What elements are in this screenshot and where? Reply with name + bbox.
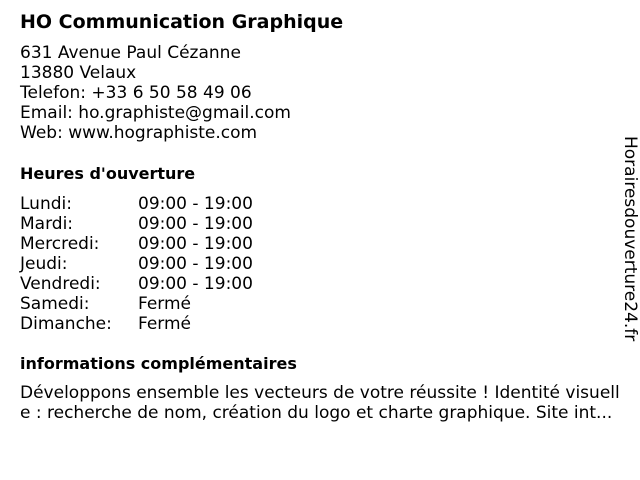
day-hours: 09:00 - 19:00 [138, 254, 253, 274]
day-hours: 09:00 - 19:00 [138, 234, 253, 254]
day-label: Mardi: [20, 214, 74, 234]
hours-row [20, 234, 253, 254]
address-city: 13880 Velaux [20, 63, 137, 83]
day-label: Dimanche: [20, 314, 112, 334]
day-label: Vendredi: [20, 274, 101, 294]
hours-row [20, 254, 253, 274]
hours-row [20, 214, 253, 234]
description-line: e : recherche de nom, création du logo et charte graphique. Site int... [20, 403, 613, 423]
info-description [20, 383, 632, 423]
hours-row [20, 274, 253, 294]
info-heading: informations complémentaires [20, 354, 297, 373]
day-label: Lundi: [20, 194, 72, 214]
contact-block [20, 43, 291, 143]
day-hours: 09:00 - 19:00 [138, 194, 253, 214]
hours-table [20, 194, 253, 334]
day-hours: 09:00 - 19:00 [138, 214, 253, 234]
description-line: Développons ensemble les vecteurs de votre réussite ! Identité visuell [20, 383, 620, 403]
address-street: 631 Avenue Paul Cézanne [20, 43, 241, 63]
day-hours: Fermé [138, 294, 192, 314]
business-name: HO Communication Graphique [20, 11, 344, 33]
day-label: Samedi: [20, 294, 90, 314]
hours-row [20, 294, 253, 314]
day-label: Mercredi: [20, 234, 100, 254]
email-text: Email: ho.graphiste@gmail.com [20, 103, 291, 123]
website-text: Web: www.hographiste.com [20, 123, 258, 143]
day-label: Jeudi: [20, 254, 68, 274]
side-brand-watermark: Horairesdouverture24.fr [620, 136, 640, 342]
day-hours: Fermé [138, 314, 192, 334]
hours-row [20, 314, 253, 334]
hours-heading: Heures d'ouverture [20, 164, 196, 183]
hours-row [20, 194, 253, 214]
phone-text: Telefon: +33 6 50 58 49 06 [20, 83, 252, 103]
day-hours: 09:00 - 19:00 [138, 274, 253, 294]
